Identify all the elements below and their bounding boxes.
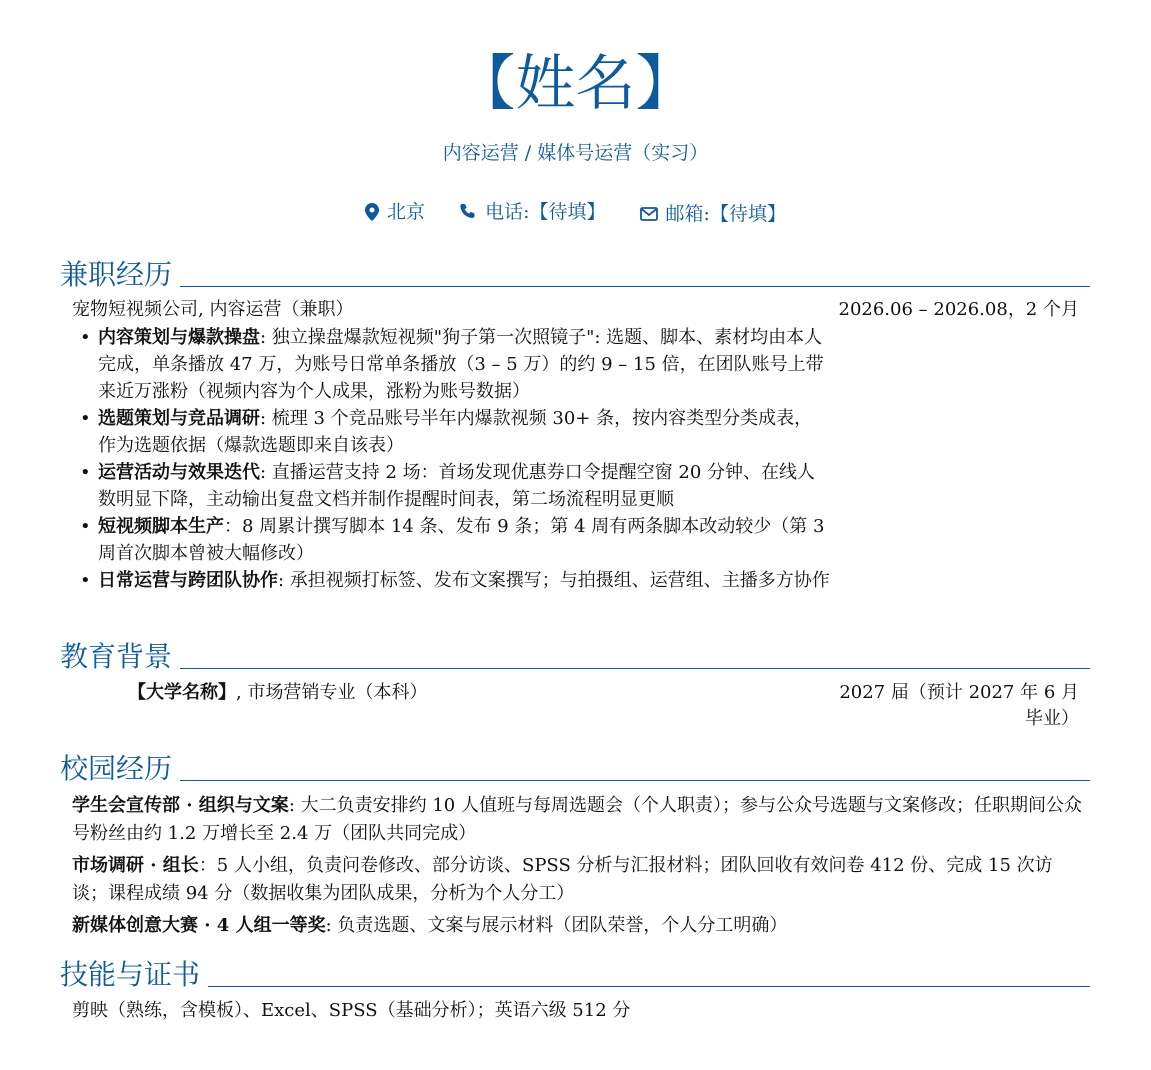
section-title-work: 兼职经历 — [60, 258, 173, 291]
section-divider — [208, 986, 1090, 987]
education-entry-title — [128, 680, 427, 706]
job-target: 内容运营 / 媒体号运营（实习） — [442, 142, 709, 164]
list-item: 学生会宣传部 · 组织与文案: 大二负责安排约 10 人值班与每周选题会（个人职责）；参与公众号选题与文案修改；任职期间公众号粉丝由约 1.2 万增长至 2.4 万（团队共同完成） — [72, 795, 1082, 844]
campus-list — [72, 792, 1082, 944]
email-text: 邮箱:【待填】 — [665, 203, 786, 225]
skills-text: 剪映（熟练，含模板）、Excel、SPSS（基础分析）；英语六级 512 分 — [72, 1000, 631, 1021]
location-text: 北京 — [387, 201, 426, 223]
section-divider — [180, 668, 1090, 669]
section-divider — [180, 286, 1090, 287]
section-title-campus: 校园经历 — [60, 752, 173, 785]
work-entry-title — [72, 297, 353, 323]
section-title-skills: 技能与证书 — [60, 958, 201, 991]
list-item: • 短视频脚本生产：8 周累计撰写脚本 14 条、发布 9 条；第 4 周有两条脚本改动较少（第 3 周首次脚本曾被大幅修改） — [80, 513, 830, 567]
list-item: • 内容策划与爆款操盘: 独立操盘爆款短视频"狗子第一次照镜子": 选题、脚本、素材均由本人完成，单条播放 47 万，为账号日常单条播放（3 – 5 万）的约 9 – 15 倍，在团队账号上带来近万涨粉（视频内容为个人成果，涨粉为账号数据） — [80, 324, 830, 405]
work-role: , 内容运营（兼职） — [198, 299, 354, 320]
contact-email[interactable] — [640, 201, 786, 227]
list-item: • 选题策划与竞品调研: 梳理 3 个竞品账号半年内爆款视频 30+ 条，按内容类型分类成表，作为选题依据（爆款选题即来自该表） — [80, 405, 830, 459]
section-education — [60, 634, 1090, 674]
map-pin-icon — [365, 203, 379, 221]
contact-bar — [0, 199, 1151, 228]
school-name: 【大学名称】 — [128, 682, 236, 703]
section-title-education: 教育背景 — [60, 640, 173, 673]
phone-icon — [459, 203, 477, 221]
section-campus — [60, 746, 1090, 786]
list-item: • 运营活动与效果迭代: 直播运营支持 2 场：首场发现优惠券口令提醒空窗 20 分钟、在线人数明显下降，主动输出复盘文档并制作提醒时间表，第二场流程明显更顺 — [80, 459, 830, 513]
envelope-icon — [640, 207, 658, 221]
work-bullet-list — [80, 324, 830, 594]
list-item: • 日常运营与跨团队协作: 承担视频打标签、发布文案撰写；与拍摄组、运营组、主播多方协作 — [80, 567, 830, 594]
section-work — [60, 252, 1090, 292]
phone-text: 电话:【待填】 — [485, 201, 606, 223]
list-item: 新媒体创意大赛 · 4 人组一等奖: 负责选题、文案与展示材料（团队荣誉，个人分工明确） — [72, 915, 788, 936]
education-date: 2027 届（预计 2027 年 6 月 毕业） — [839, 682, 1079, 729]
section-skills — [60, 952, 1090, 992]
section-divider — [180, 780, 1090, 781]
list-item: 市场调研 · 组长：5 人小组，负责问卷修改、部分访谈、SPSS 分析与汇报材料；团队回收有效问卷 412 份、完成 15 次访谈；课程成绩 94 分（数据收集为团队成果，分析为个人分工） — [72, 855, 1053, 904]
contact-location — [365, 199, 425, 225]
work-company: 宠物短视频公司 — [72, 299, 198, 320]
resume-name: 【姓名】 — [455, 49, 696, 119]
contact-phone[interactable] — [459, 199, 605, 225]
work-date: 2026.06 – 2026.08，2 个月 — [838, 299, 1079, 320]
major: , 市场营销专业（本科） — [236, 682, 428, 703]
